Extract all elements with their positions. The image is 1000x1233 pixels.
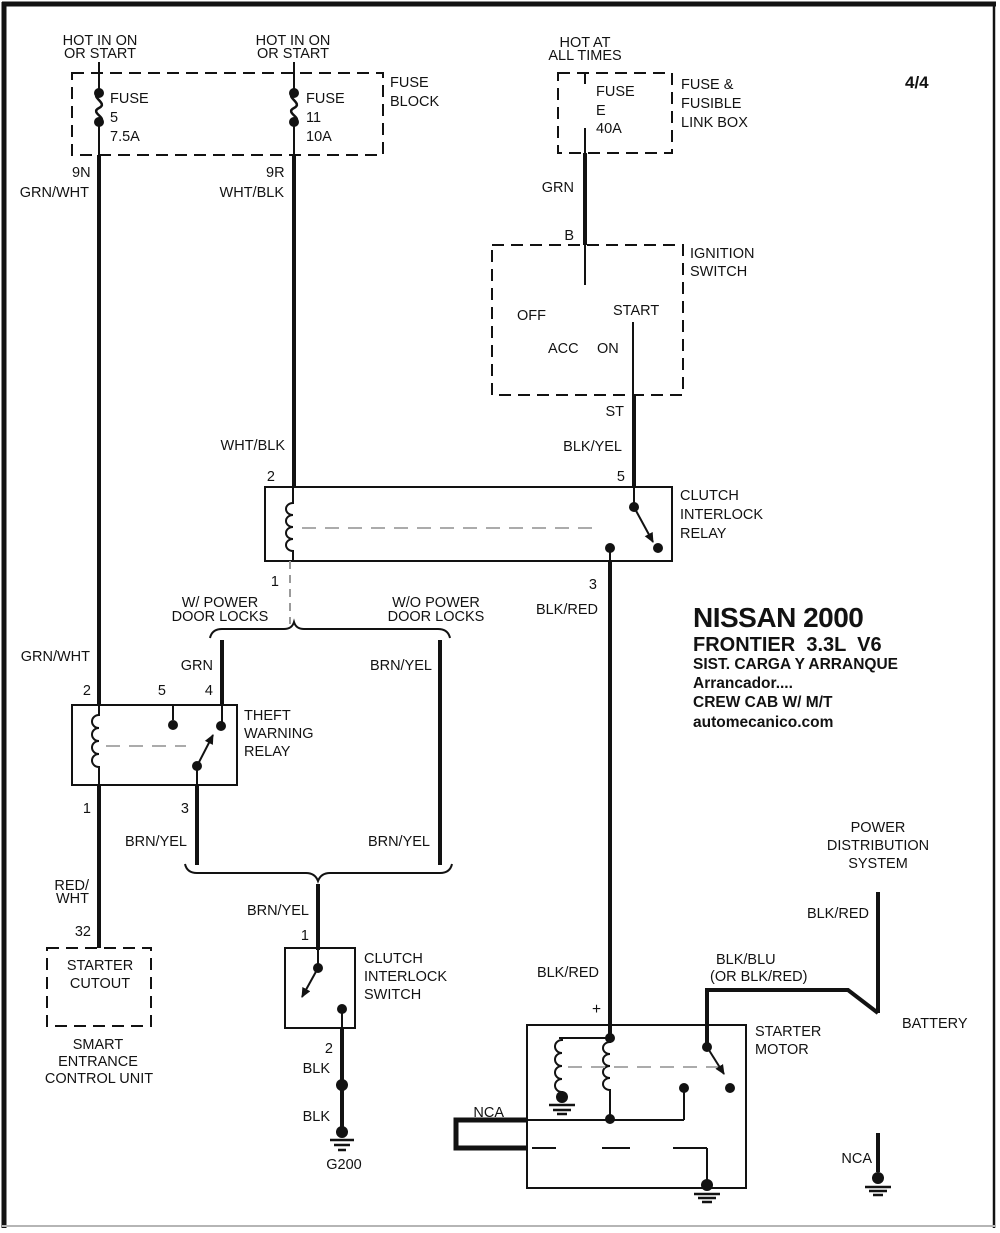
fuse-5-number: 5: [110, 110, 119, 126]
starter-motor-label: MOTOR: [755, 1042, 809, 1058]
fusible-link-box-label: FUSIBLE: [681, 96, 742, 112]
merge-brace: [185, 864, 452, 950]
wire-nca: [456, 1120, 527, 1148]
hot-in-on-left-label: HOT IN ON: [62, 33, 138, 49]
theft-warning-relay: [21, 649, 430, 948]
ignition-switch: [492, 228, 754, 485]
pin-32-label: 32: [74, 924, 91, 940]
pin-1-label: 1: [270, 574, 279, 590]
clutch-interlock-switch-label: SWITCH: [364, 987, 422, 1003]
fusible-link-box: [542, 35, 748, 196]
starter-motor-label: STARTER: [755, 1024, 822, 1040]
title-site: automecanico.com: [693, 714, 834, 731]
theft-warning-relay-label: WARNING: [244, 726, 314, 742]
power-distribution-label: POWER: [850, 820, 906, 836]
splice-dot: [336, 1079, 348, 1091]
fusible-link-box-label: FUSE &: [681, 77, 734, 93]
hot-in-on-left-label: OR START: [64, 46, 136, 62]
without-power-door-locks-label: W/O POWER: [392, 595, 480, 611]
wire-brn-yel-label: BRN/YEL: [369, 658, 432, 674]
wire-blk-label-2: BLK: [302, 1109, 330, 1125]
clutch-interlock-relay-label: CLUTCH: [680, 488, 739, 504]
title-model: FRONTIER 3.3L V6: [693, 634, 882, 656]
title-block: [693, 602, 898, 731]
title-vehicle: NISSAN 2000: [693, 602, 864, 633]
fuse-e-rating: 40A: [596, 121, 622, 137]
relay-contact-arm: [634, 507, 653, 542]
fuse-block-label: BLOCK: [390, 94, 440, 110]
solenoid-coil-right: [603, 1038, 610, 1119]
hot-at-all-times-label: ALL TIMES: [548, 48, 622, 64]
fusible-link-box-label: LINK BOX: [681, 115, 748, 131]
wire-blk-blu-label: (OR BLK/RED): [710, 969, 808, 985]
starter-cutout-label: CUTOUT: [69, 976, 131, 992]
wire-red-wht-label: WHT: [55, 891, 89, 907]
fuse-11-rating: 10A: [306, 129, 332, 145]
title-cab: CREW CAB W/ M/T: [693, 694, 833, 711]
with-power-door-locks-label: DOOR LOCKS: [171, 609, 269, 625]
smart-entrance-label: SMART: [72, 1037, 124, 1053]
with-power-door-locks-label: W/ POWER: [181, 595, 259, 611]
power-distribution-label: SYSTEM: [848, 856, 908, 872]
motor-armature-line: [532, 1148, 707, 1183]
ignition-switch-label: IGNITION: [690, 246, 755, 262]
theft-warning-relay-label: THEFT: [244, 708, 291, 724]
clutch-interlock-switch-label: CLUTCH: [364, 951, 423, 967]
starter-motor: [456, 952, 878, 1202]
fuse-11-label: FUSE: [306, 91, 345, 107]
wire-grn-label-2: GRN: [180, 658, 213, 674]
wire-grn-label: GRN: [541, 180, 574, 196]
clutch-interlock-switch-label: INTERLOCK: [364, 969, 447, 985]
smart-entrance-label: ENTRANCE: [58, 1054, 138, 1070]
title-subsystem: Arrancador....: [693, 675, 793, 692]
clutch-interlock-switch-outline: [285, 948, 355, 1028]
switch-arm: [302, 968, 318, 997]
ground-symbol-battery: [865, 1187, 891, 1195]
battery-label: BATTERY: [902, 1016, 968, 1032]
pin-2-label: 2: [266, 469, 275, 485]
wire-nca-label-2: NCA: [841, 1151, 872, 1167]
terminal-b-label: B: [564, 228, 574, 244]
page-number: 4/4: [905, 73, 929, 92]
wire-wht-blk-label: WHT/BLK: [219, 185, 284, 201]
fuse-e-letter: E: [596, 103, 606, 119]
pin-2-label: 2: [324, 1041, 333, 1057]
hot-at-all-times-label: HOT AT: [559, 35, 611, 51]
clutch-interlock-switch: [285, 948, 447, 1173]
starter-motor-outline: [527, 1025, 746, 1188]
hot-in-on-right-label: HOT IN ON: [255, 33, 331, 49]
pin-3-label: 3: [588, 577, 597, 593]
pin-2-label: 2: [82, 683, 91, 699]
pin-1-label: 1: [82, 801, 91, 817]
pin-1-label: 1: [300, 928, 309, 944]
ignition-acc-label: ACC: [548, 341, 579, 357]
starter-cutout-label: STARTER: [66, 958, 134, 974]
clutch-interlock-relay-label: INTERLOCK: [680, 507, 763, 523]
theft-warning-relay-label: RELAY: [244, 744, 291, 760]
ground-dot: [336, 1126, 348, 1138]
relay-contact-arm: [197, 735, 213, 766]
pin-5-label: 5: [157, 683, 166, 699]
wire-grn-wht-label: GRN/WHT: [19, 185, 89, 201]
title-system: SIST. CARGA Y ARRANQUE: [693, 656, 898, 673]
hot-in-on-right-label: OR START: [257, 46, 329, 62]
wire-blk-red-label-2: BLK/RED: [536, 965, 599, 981]
solenoid-contact-arm: [707, 1047, 724, 1074]
ignition-start-label: START: [613, 303, 660, 319]
starter-cutout: [45, 924, 153, 1087]
power-distribution-label: DISTRIBUTION: [826, 838, 930, 854]
fuse-5-rating: 7.5A: [110, 129, 140, 145]
ignition-switch-label: SWITCH: [690, 264, 748, 280]
wire-brn-yel-label-3: BRN/YEL: [367, 834, 430, 850]
pin-9n-label: 9N: [72, 165, 91, 181]
wire-grn-wht-label-2: GRN/WHT: [20, 649, 90, 665]
wire-blk-red-label: BLK/RED: [535, 602, 598, 618]
pin-4-label: 4: [204, 683, 213, 699]
pin-9r-label: 9R: [266, 165, 285, 181]
terminal-st-label: ST: [605, 404, 624, 420]
fuse-e-label: FUSE: [596, 84, 635, 100]
wire-blk-label: BLK: [302, 1061, 330, 1077]
ground-symbol-g200: [330, 1140, 354, 1150]
ground-symbol-starter: [694, 1194, 720, 1202]
wire-blk-blu-label: BLK/BLU: [716, 952, 776, 968]
ignition-on-label: ON: [597, 341, 619, 357]
wire-nca-label: NCA: [473, 1105, 504, 1121]
relay-coil: [286, 487, 293, 561]
ignition-off-label: OFF: [517, 308, 546, 324]
ground-g200-label: G200: [326, 1157, 362, 1173]
brace-shape: [185, 864, 452, 881]
wire-blk-red-label-3: BLK/RED: [806, 906, 869, 922]
wire-brn-yel-label-2: BRN/YEL: [124, 834, 187, 850]
plus-terminal-label: +: [591, 1001, 601, 1018]
fuse-block-label: FUSE: [390, 75, 429, 91]
wire-wht-blk-label-2: WHT/BLK: [220, 438, 285, 454]
clutch-interlock-relay-label: RELAY: [680, 526, 727, 542]
pin-5-label: 5: [616, 469, 625, 485]
ground-symbol-internal: [549, 1105, 575, 1114]
wire-brn-yel-label-4: BRN/YEL: [246, 903, 309, 919]
solenoid-coil-left: [555, 1038, 562, 1095]
smart-entrance-label: CONTROL UNIT: [44, 1071, 154, 1087]
fuse-5-label: FUSE: [110, 91, 149, 107]
power-distribution-battery: [807, 820, 968, 1195]
wire-red-wht-label: RED/: [54, 878, 89, 894]
fuse-block: [20, 33, 440, 201]
without-power-door-locks-label: DOOR LOCKS: [387, 609, 485, 625]
fuse-11-number: 11: [306, 110, 322, 126]
wire-blk-yel-label: BLK/YEL: [563, 439, 622, 455]
relay-coil: [92, 705, 99, 785]
pin-3-label: 3: [180, 801, 189, 817]
